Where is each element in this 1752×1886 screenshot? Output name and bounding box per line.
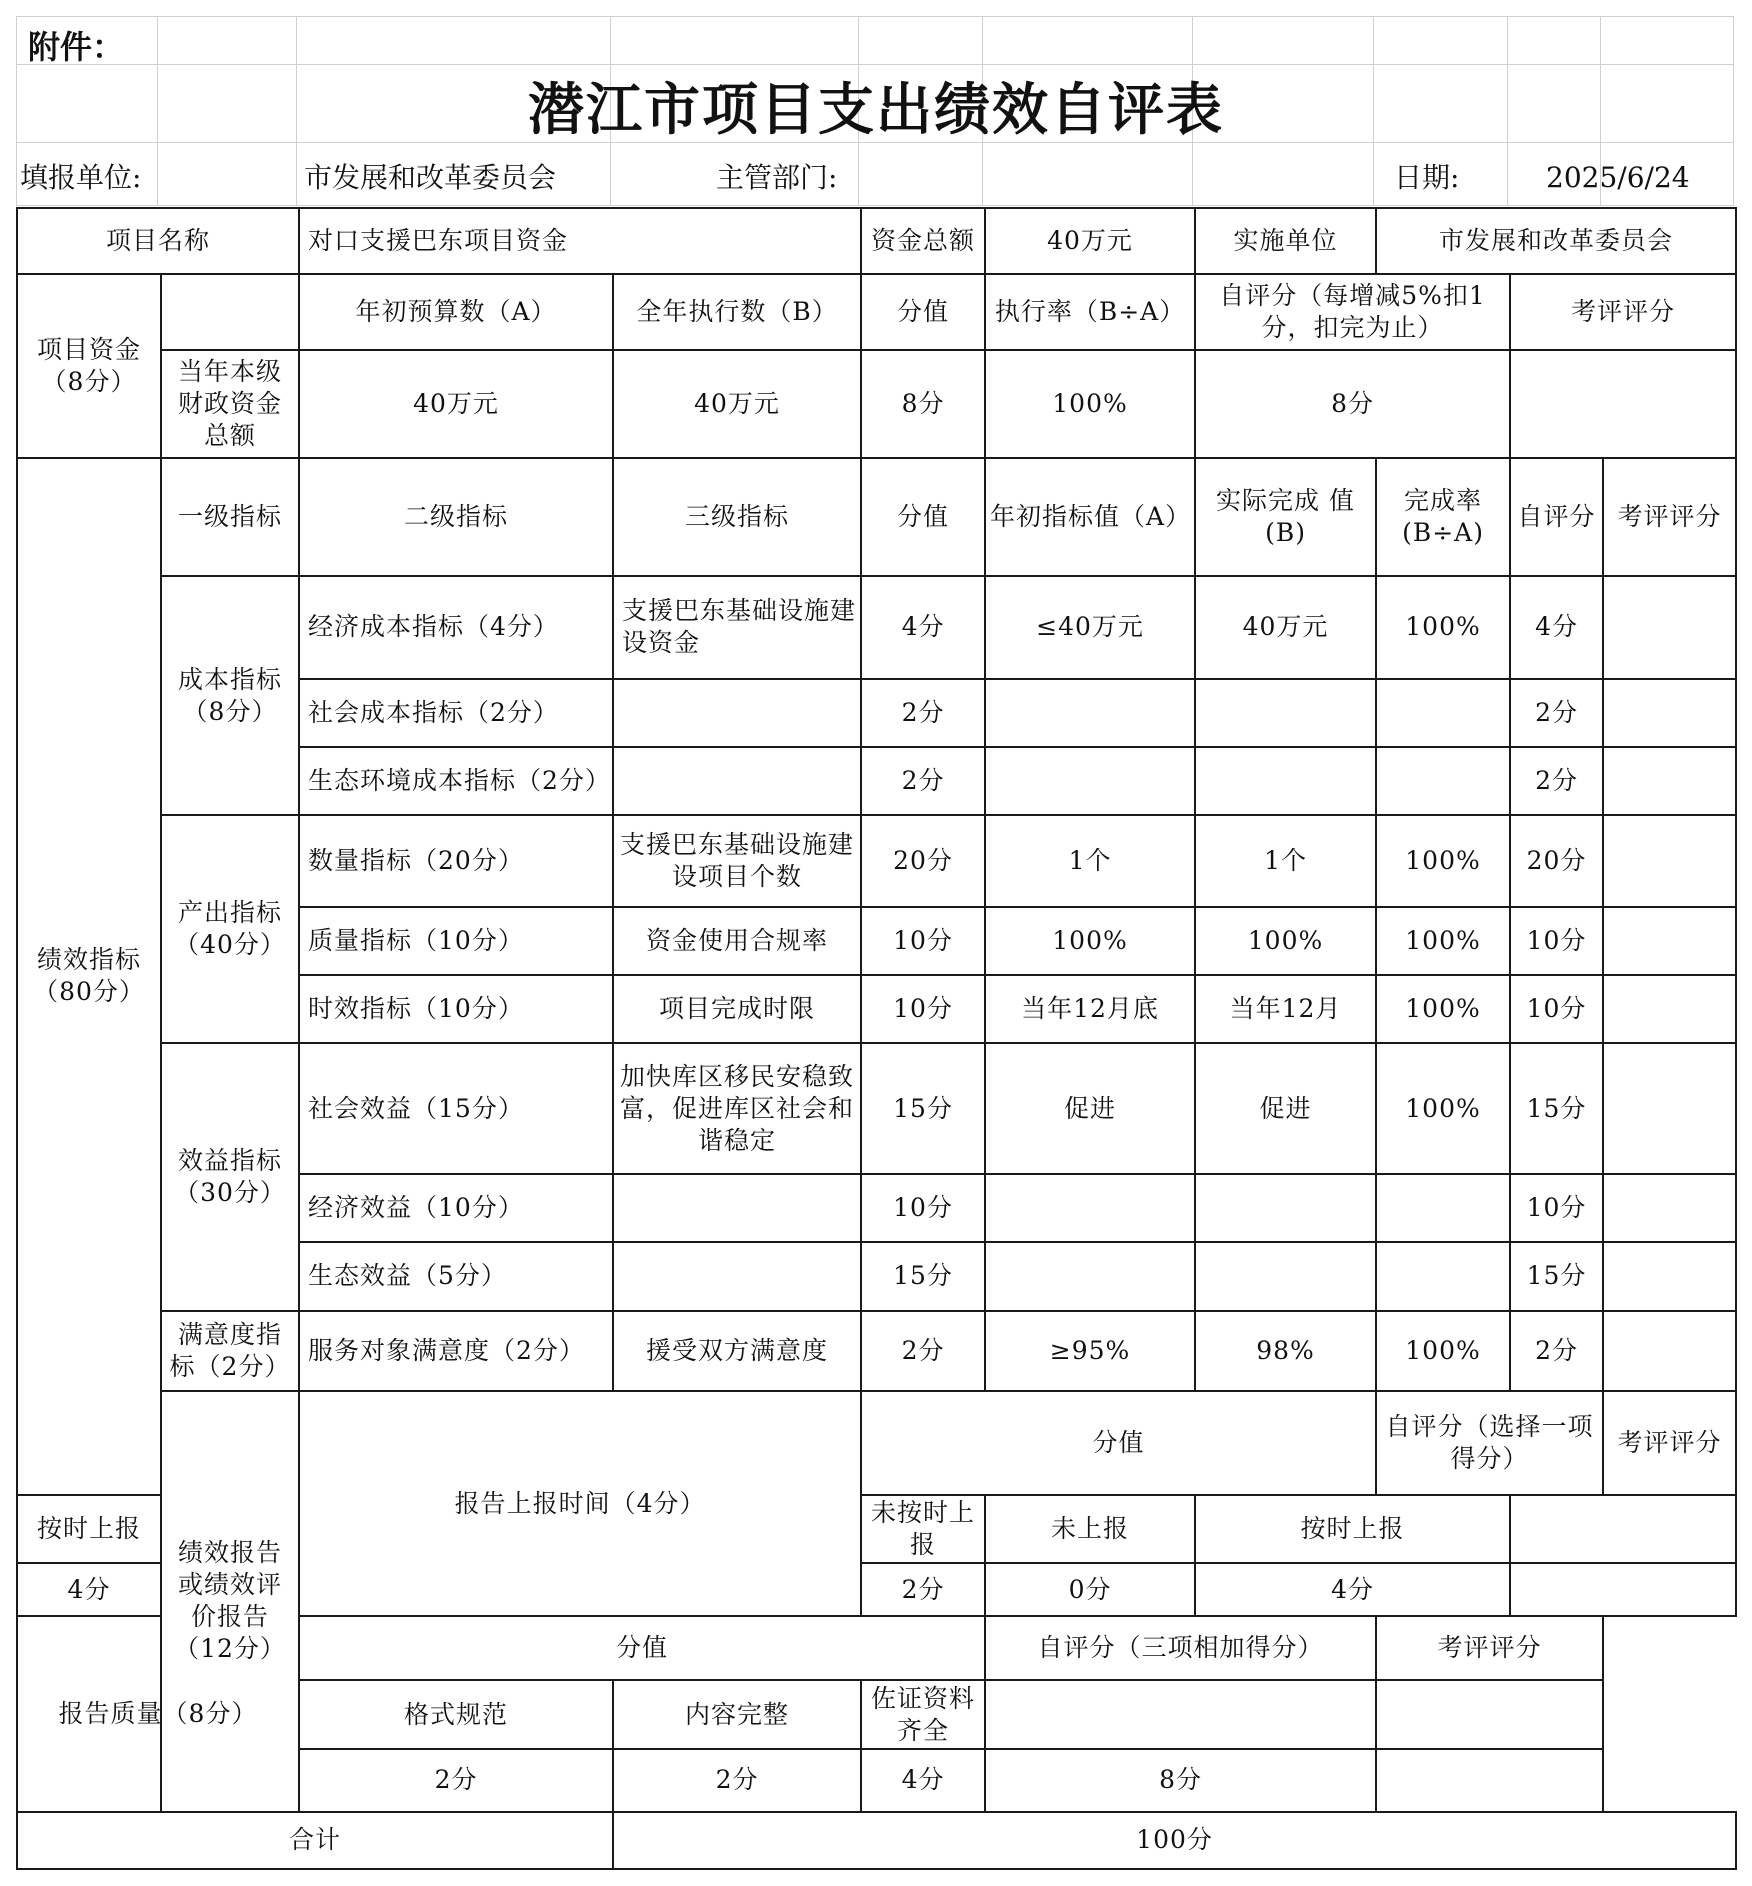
indicator-review xyxy=(1603,815,1736,906)
indicator-level2: 经济成本指标（4分） xyxy=(299,576,613,679)
fund-total-label: 资金总额 xyxy=(861,208,985,274)
indicator-level2: 时效指标（10分） xyxy=(299,975,613,1043)
indicator-target: ≤40万元 xyxy=(985,576,1195,679)
indicator-actual: 100% xyxy=(1195,907,1376,975)
indicator-level3: 支援巴东基础设施建设资金 xyxy=(613,576,861,679)
funds-section-label: 项目资金（8分） xyxy=(17,274,161,457)
indicator-self: 20分 xyxy=(1510,815,1603,906)
funds-self: 8分 xyxy=(1195,350,1510,457)
report-quality-self-label: 自评分（三项相加得分） xyxy=(985,1616,1376,1680)
indicator-review xyxy=(1603,679,1736,747)
funds-header-row xyxy=(17,274,1736,350)
indicator-self: 4分 xyxy=(1510,576,1603,679)
indicator-level3 xyxy=(613,679,861,747)
date-value: 2025/6/24 xyxy=(1546,161,1690,194)
indicator-level2: 社会成本指标（2分） xyxy=(299,679,613,747)
header-level3: 三级指标 xyxy=(613,458,861,576)
indicator-target xyxy=(985,679,1195,747)
funds-col-budget: 年初预算数（A） xyxy=(299,274,613,350)
indicator-level2: 服务对象满意度（2分） xyxy=(299,1311,613,1391)
report-quality-opt3: 佐证资料齐全 xyxy=(861,1680,985,1748)
group-output: 产出指标（40分） xyxy=(161,815,299,1043)
header-level1: 一级指标 xyxy=(161,458,299,576)
indicator-score: 4分 xyxy=(861,576,985,679)
report-time-score-label: 分值 xyxy=(861,1391,1376,1495)
indicator-review xyxy=(1603,1242,1736,1310)
indicator-actual: 当年12月 xyxy=(1195,975,1376,1043)
header-level2: 二级指标 xyxy=(299,458,613,576)
total-value: 100分 xyxy=(613,1812,1736,1869)
indicator-self: 2分 xyxy=(1510,679,1603,747)
impl-unit-value: 市发展和改革委员会 xyxy=(1376,208,1736,274)
indicator-level2: 数量指标（20分） xyxy=(299,815,613,906)
header-score: 分值 xyxy=(861,458,985,576)
report-time-v1: 4分 xyxy=(17,1563,161,1616)
dept-label: 主管部门: xyxy=(716,161,838,194)
total-row xyxy=(17,1812,1736,1869)
indicator-header-row xyxy=(17,458,1736,576)
funds-col-exec: 全年执行数（B） xyxy=(613,274,861,350)
indicator-target xyxy=(985,747,1195,815)
table-row xyxy=(17,1043,1736,1174)
report-time-self-label: 自评分（选择一项得分） xyxy=(1376,1391,1603,1495)
indicator-score: 20分 xyxy=(861,815,985,906)
funds-rate: 100% xyxy=(985,350,1195,457)
report-time-self-value: 4分 xyxy=(1195,1563,1510,1616)
report-time-opt3: 未上报 xyxy=(985,1495,1195,1563)
indicator-target xyxy=(985,1242,1195,1310)
indicator-target: ≥95% xyxy=(985,1311,1195,1391)
indicator-target: 当年12月底 xyxy=(985,975,1195,1043)
page-title: 潜江市项目支出绩效自评表 xyxy=(528,77,1224,143)
indicator-target: 100% xyxy=(985,907,1195,975)
indicator-score: 10分 xyxy=(861,1174,985,1242)
indicator-level2: 生态环境成本指标（2分） xyxy=(299,747,613,815)
indicator-level2: 经济效益（10分） xyxy=(299,1174,613,1242)
indicator-target xyxy=(985,1174,1195,1242)
funds-exec: 40万元 xyxy=(613,350,861,457)
indicator-review xyxy=(1603,975,1736,1043)
funds-col-self: 自评分（每增减5%扣1分，扣完为止） xyxy=(1195,274,1510,350)
indicator-rate xyxy=(1376,1174,1510,1242)
indicator-self: 2分 xyxy=(1510,1311,1603,1391)
indicator-level2: 质量指标（10分） xyxy=(299,907,613,975)
funds-score: 8分 xyxy=(861,350,985,457)
group-cost: 成本指标（8分） xyxy=(161,576,299,816)
indicator-self: 15分 xyxy=(1510,1043,1603,1174)
report-quality-opt1: 格式规范 xyxy=(299,1680,613,1748)
indicator-rate: 100% xyxy=(1376,975,1510,1043)
indicator-review xyxy=(1603,576,1736,679)
indicator-self: 10分 xyxy=(1510,907,1603,975)
indicator-rate: 100% xyxy=(1376,1311,1510,1391)
table-row xyxy=(17,1311,1736,1391)
indicator-actual: 1个 xyxy=(1195,815,1376,906)
project-name-label: 项目名称 xyxy=(17,208,299,274)
report-quality-v3: 4分 xyxy=(861,1749,985,1812)
impl-unit-label: 实施单位 xyxy=(1195,208,1376,274)
indicator-target: 1个 xyxy=(985,815,1195,906)
indicator-self: 15分 xyxy=(1510,1242,1603,1310)
indicator-review xyxy=(1603,747,1736,815)
indicator-rate xyxy=(1376,679,1510,747)
indicator-target: 促进 xyxy=(985,1043,1195,1174)
indicator-level3 xyxy=(613,1242,861,1310)
report-time-v3: 0分 xyxy=(985,1563,1195,1616)
indicator-level3: 援受双方满意度 xyxy=(613,1311,861,1391)
group-satisfaction: 满意度指标（2分） xyxy=(161,1311,299,1391)
indicator-score: 2分 xyxy=(861,679,985,747)
group-benefit: 效益指标（30分） xyxy=(161,1043,299,1311)
indicator-level2: 生态效益（5分） xyxy=(299,1242,613,1310)
indicator-rate xyxy=(1376,1242,1510,1310)
report-time-review-blank xyxy=(1510,1495,1736,1563)
attachment-label: 附件： xyxy=(28,28,125,66)
funds-col-review: 考评评分 xyxy=(1510,274,1736,350)
indicator-section-label: 绩效指标（80分） xyxy=(17,458,161,1495)
project-name-value: 对口支援巴东项目资金 xyxy=(299,208,861,274)
indicator-rate: 100% xyxy=(1376,907,1510,975)
report-time-label: 报告上报时间（4分） xyxy=(299,1391,861,1617)
header-self: 自评分 xyxy=(1510,458,1603,576)
indicator-review xyxy=(1603,1043,1736,1174)
report-quality-review-label: 考评评分 xyxy=(1376,1616,1603,1680)
report-quality-review-blank xyxy=(1376,1680,1603,1748)
header-target: 年初指标值（A） xyxy=(985,458,1195,576)
indicator-rate: 100% xyxy=(1376,576,1510,679)
report-quality-opt2: 内容完整 xyxy=(613,1680,861,1748)
indicator-score: 15分 xyxy=(861,1043,985,1174)
header-actual: 实际完成 值(B) xyxy=(1195,458,1376,576)
funds-corner-cell xyxy=(161,274,299,350)
report-time-review-blank xyxy=(1510,1563,1736,1616)
report-time-opt2: 未按时上报 xyxy=(861,1495,985,1563)
funds-col-score: 分值 xyxy=(861,274,985,350)
table-row xyxy=(17,815,1736,906)
report-time-self-choice: 按时上报 xyxy=(1195,1495,1510,1563)
funds-review xyxy=(1510,350,1736,457)
indicator-actual xyxy=(1195,1242,1376,1310)
indicator-rate: 100% xyxy=(1376,815,1510,906)
indicator-self: 10分 xyxy=(1510,975,1603,1043)
fill-unit-value: 市发展和改革委员会 xyxy=(304,161,557,194)
indicator-score: 2分 xyxy=(861,747,985,815)
indicator-level3: 加快库区移民安稳致富，促进库区社会和谐稳定 xyxy=(613,1043,861,1174)
report-quality-label: 报告质量（8分） xyxy=(17,1616,299,1811)
indicator-actual xyxy=(1195,679,1376,747)
indicator-level3: 支援巴东基础设施建设项目个数 xyxy=(613,815,861,906)
indicator-level3: 项目完成时限 xyxy=(613,975,861,1043)
total-label: 合计 xyxy=(17,1812,613,1869)
indicator-level3: 资金使用合规率 xyxy=(613,907,861,975)
report-section-label: 绩效报告或绩效评价报告（12分） xyxy=(161,1391,299,1812)
evaluation-table xyxy=(16,207,1737,1870)
indicator-actual: 40万元 xyxy=(1195,576,1376,679)
funds-value-row xyxy=(17,350,1736,457)
header-rate: 完成率(B÷A) xyxy=(1376,458,1510,576)
funds-col-rate: 执行率（B÷A） xyxy=(985,274,1195,350)
report-time-header-row xyxy=(17,1391,1736,1495)
indicator-score: 10分 xyxy=(861,975,985,1043)
report-quality-v1: 2分 xyxy=(299,1749,613,1812)
indicator-rate xyxy=(1376,747,1510,815)
indicator-actual xyxy=(1195,1174,1376,1242)
report-quality-self-value: 8分 xyxy=(985,1749,1376,1812)
fund-total-value: 40万元 xyxy=(985,208,1195,274)
funds-row-label: 当年本级财政资金总额 xyxy=(161,350,299,457)
report-quality-review-value xyxy=(1376,1749,1603,1812)
indicator-level3 xyxy=(613,747,861,815)
report-quality-score-label: 分值 xyxy=(299,1616,985,1680)
header-review: 考评评分 xyxy=(1603,458,1736,576)
indicator-review xyxy=(1603,907,1736,975)
indicator-self: 10分 xyxy=(1510,1174,1603,1242)
indicator-actual: 98% xyxy=(1195,1311,1376,1391)
report-time-v2: 2分 xyxy=(861,1563,985,1616)
indicator-level3 xyxy=(613,1174,861,1242)
indicator-self: 2分 xyxy=(1510,747,1603,815)
report-time-opt1: 按时上报 xyxy=(17,1495,161,1563)
indicator-score: 10分 xyxy=(861,907,985,975)
indicator-level2: 社会效益（15分） xyxy=(299,1043,613,1174)
indicator-rate: 100% xyxy=(1376,1043,1510,1174)
indicator-score: 2分 xyxy=(861,1311,985,1391)
funds-budget: 40万元 xyxy=(299,350,613,457)
indicator-actual xyxy=(1195,747,1376,815)
indicator-review xyxy=(1603,1311,1736,1391)
date-label: 日期: xyxy=(1394,161,1460,194)
indicator-review xyxy=(1603,1174,1736,1242)
indicator-score: 15分 xyxy=(861,1242,985,1310)
table-row xyxy=(17,576,1736,679)
report-quality-self-blank xyxy=(985,1680,1376,1748)
project-info-row xyxy=(17,208,1736,274)
indicator-actual: 促进 xyxy=(1195,1043,1376,1174)
fill-unit-label: 填报单位: xyxy=(20,161,142,194)
report-quality-v2: 2分 xyxy=(613,1749,861,1812)
report-time-review-label: 考评评分 xyxy=(1603,1391,1736,1495)
